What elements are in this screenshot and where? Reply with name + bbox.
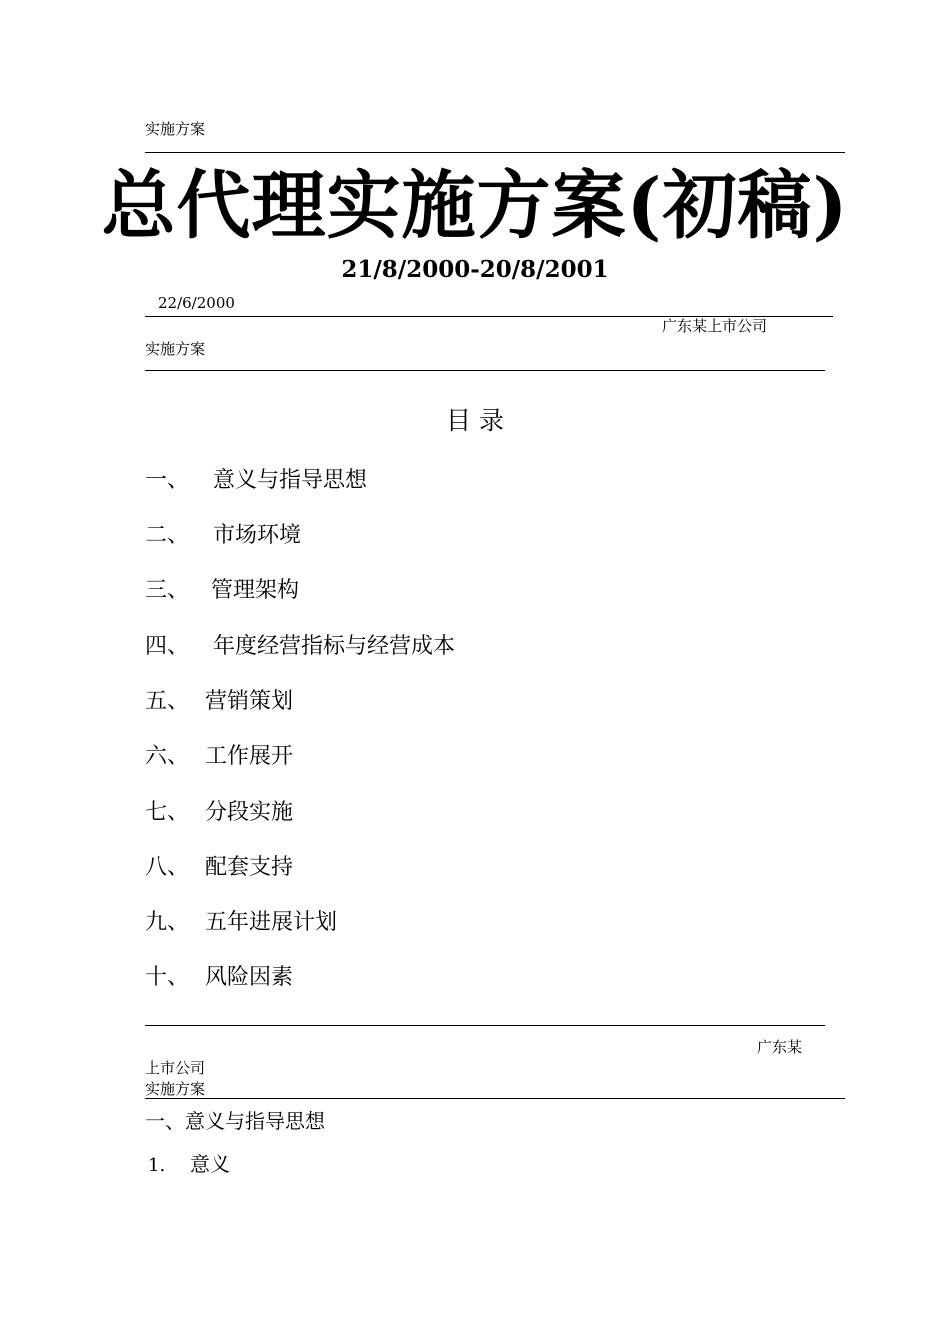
toc-item <box>145 798 293 828</box>
toc-item <box>145 853 293 883</box>
toc-item <box>145 466 367 496</box>
toc-item-label: 风险因素 <box>205 965 294 990</box>
toc-item-number: 九、 <box>145 910 190 935</box>
toc-item <box>145 742 293 772</box>
toc-item-number: 七、 <box>145 800 190 825</box>
document-title: 总代理实施方案(初稿) <box>101 163 849 249</box>
toc-item <box>145 521 301 551</box>
toc-item-number: 五、 <box>145 689 190 714</box>
toc-item-number: 四、 <box>145 634 190 659</box>
company-name-part2: 上市公司 <box>145 1059 206 1077</box>
toc-item-number: 八、 <box>145 855 190 880</box>
subsection-number: 1. <box>148 1155 166 1176</box>
document-period: 21/8/2000-20/8/2001 <box>341 256 609 283</box>
footer-divider <box>145 1025 825 1026</box>
section-title: 一、意义与指导思想 <box>145 1109 325 1133</box>
running-header: 实施方案 <box>145 120 206 138</box>
header-divider <box>145 370 825 371</box>
header-divider <box>145 1098 845 1099</box>
subsection-title: 意义 <box>190 1152 230 1176</box>
header-divider <box>145 152 845 153</box>
toc-item <box>145 632 455 662</box>
running-header: 实施方案 <box>145 340 206 358</box>
toc-item-number: 二、 <box>145 523 190 548</box>
subsection-heading <box>148 1150 230 1180</box>
company-name-part1: 广东某 <box>757 1038 803 1056</box>
toc-item-number: 十、 <box>145 965 190 990</box>
toc-item <box>145 687 293 717</box>
toc-item-label: 分段实施 <box>205 800 294 825</box>
toc-item-label: 市场环境 <box>213 523 302 548</box>
toc-item-number: 六、 <box>145 744 190 769</box>
toc-item-label: 五年进展计划 <box>205 910 338 935</box>
toc-item-label: 配套支持 <box>205 855 294 880</box>
toc-item-label: 管理架构 <box>211 578 300 603</box>
draft-date: 22/6/2000 <box>158 294 235 312</box>
toc-item <box>145 908 337 938</box>
toc-heading: 目 录 <box>446 406 504 435</box>
company-name: 广东某上市公司 <box>662 317 768 335</box>
toc-item <box>145 963 293 993</box>
toc-item <box>145 576 299 606</box>
toc-item-number: 一、 <box>145 468 190 493</box>
toc-item-number: 三、 <box>145 578 190 603</box>
toc-item-label: 工作展开 <box>205 744 294 769</box>
running-header: 实施方案 <box>145 1080 206 1098</box>
toc-item-label: 营销策划 <box>205 689 294 714</box>
toc-item-label: 年度经营指标与经营成本 <box>213 634 456 659</box>
toc-item-label: 意义与指导思想 <box>213 468 368 493</box>
